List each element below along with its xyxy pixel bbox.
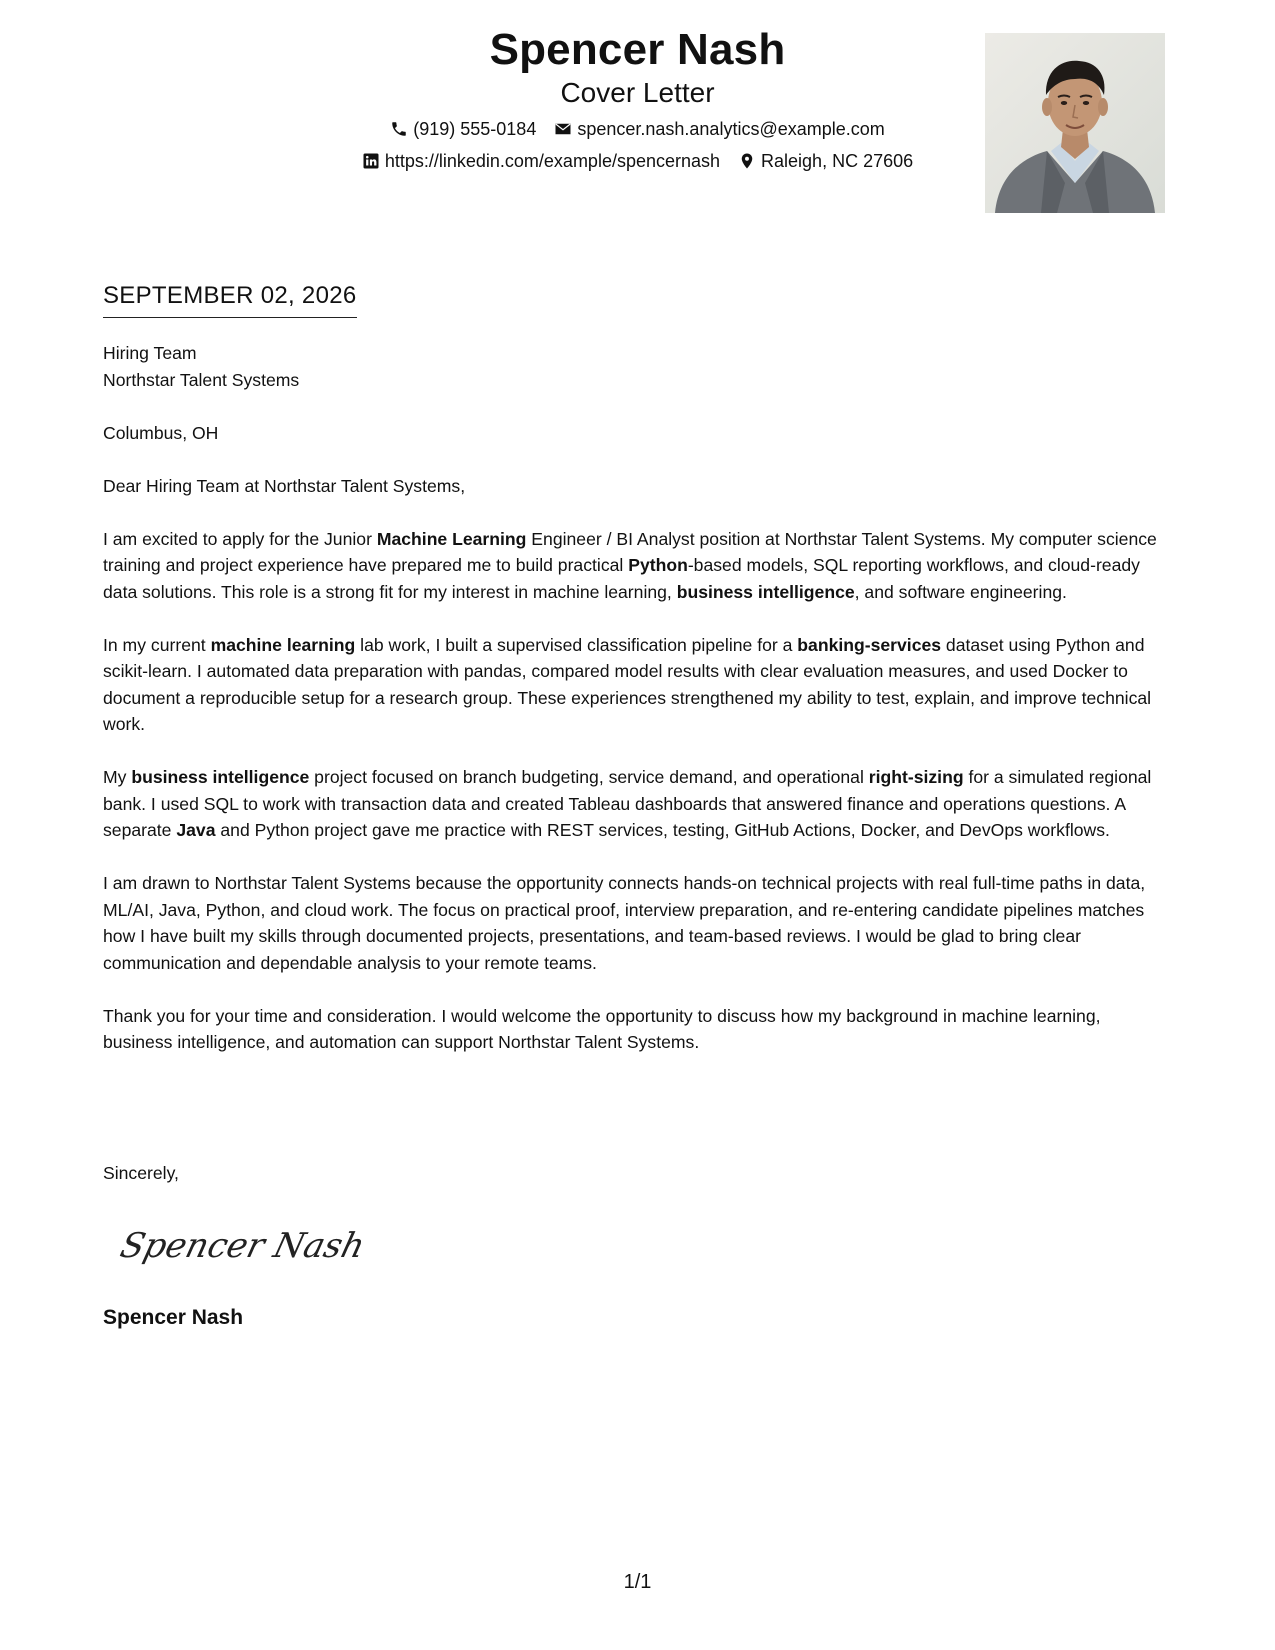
signature-text: Spencer Nash [116, 1226, 369, 1266]
paragraph-text: Thank you for your time and consideration. I would welcome the opportunity to discuss how my background in machine learning, business intelligence, and automation can support Northstar Talent Systems. [103, 1005, 1101, 1052]
emphasis-text: banking-services [797, 634, 942, 655]
paragraph-text: I am excited to apply for the Junior [103, 528, 377, 549]
recipient-location: Columbus, OH [103, 422, 219, 443]
contact-phone [390, 117, 536, 141]
body-paragraph [103, 632, 1173, 738]
body-paragraph [103, 764, 1173, 844]
linkedin-icon [362, 152, 380, 170]
paragraph-text: , and software engineering. [854, 581, 1067, 602]
contact-location [738, 149, 913, 173]
emphasis-text: Python [628, 555, 688, 575]
emphasis-text: right-sizing [868, 767, 964, 787]
closing: Sincerely, [103, 1163, 179, 1183]
emphasis-text: business intelligence [676, 581, 855, 602]
recipient-line: Hiring Team [103, 343, 197, 363]
emphasis-text: Machine Learning [376, 528, 527, 549]
profile-photo-illustration [985, 33, 1165, 213]
paragraph-text: project focused on branch budgeting, service demand, and operational [309, 767, 869, 787]
paragraph-text: -based models, SQL reporting workflows, and cloud-ready data solutions. This role is a strong fit for my interest in machine learning, [103, 555, 1140, 602]
paragraph-text: Engineer / BI Analyst position at Northstar Talent Systems. My computer science training and project experience have prepared me to build practical [103, 528, 1157, 575]
phone-icon [390, 120, 408, 138]
envelope-icon [554, 120, 572, 138]
location-text: Raleigh, NC 27606 [761, 151, 914, 171]
paragraph-text: I am drawn to Northstar Talent Systems because the opportunity connects hands-on technical projects with real full-time paths in data, ML/AI, Java, Python, and cloud work. The focus on practical proof, interview preparation, and re-entering candidate pipelines matches how I have built my skills through documented projects, presentations, and team-based reviews. I would be glad to bring clear communication and dependable analysis to your remote teams. [103, 873, 1146, 973]
letter-date: SEPTEMBER 02, 2026 [103, 281, 357, 318]
letter-body [103, 340, 1173, 1056]
emphasis-text: machine learning [210, 634, 356, 655]
document-type: Cover Letter [560, 77, 715, 108]
signer-name: Spencer Nash [103, 1306, 244, 1329]
emphasis-text: business intelligence [131, 767, 310, 787]
page-number: 1/1 [623, 1571, 652, 1593]
emphasis-text: Java [176, 820, 216, 840]
phone-number: (919) 555-0184 [413, 119, 537, 139]
contact-linkedin[interactable] [362, 149, 720, 173]
handwritten-signature [116, 1215, 369, 1275]
paragraph-text: My [103, 767, 132, 787]
applicant-name: Spencer Nash [489, 25, 786, 74]
map-pin-icon [738, 152, 756, 170]
salutation: Dear Hiring Team at Northstar Talent Systems, [103, 475, 466, 496]
paragraph-text: and Python project gave me practice with REST services, testing, GitHub Actions, Docker, and DevOps workflows. [215, 820, 1110, 840]
recipient-company: Northstar Talent Systems [103, 369, 300, 390]
profile-photo [985, 33, 1165, 213]
body-paragraph [103, 870, 1173, 976]
paragraph-text: for a simulated regional bank. I used SQL to work with transaction data and created Tableau dashboards that answered finance and operations questions. A separate [103, 767, 1152, 840]
linkedin-url[interactable]: https://linkedin.com/example/spencernash [384, 151, 721, 171]
paragraph-text: In my current [103, 634, 211, 655]
contact-email[interactable] [554, 117, 884, 141]
email-address[interactable]: spencer.nash.analytics@example.com [577, 119, 885, 139]
paragraph-text: dataset using Python and scikit-learn. I automated data preparation with pandas, compared model results with clear evaluation measures, and used Docker to document a reproducible setup for a research group. These experiences strengthened my ability to test, explain, and improve technical work. [103, 634, 1152, 734]
body-paragraph [103, 526, 1173, 606]
body-paragraph [103, 1003, 1173, 1056]
paragraph-text: lab work, I built a supervised classification pipeline for a [355, 634, 798, 655]
